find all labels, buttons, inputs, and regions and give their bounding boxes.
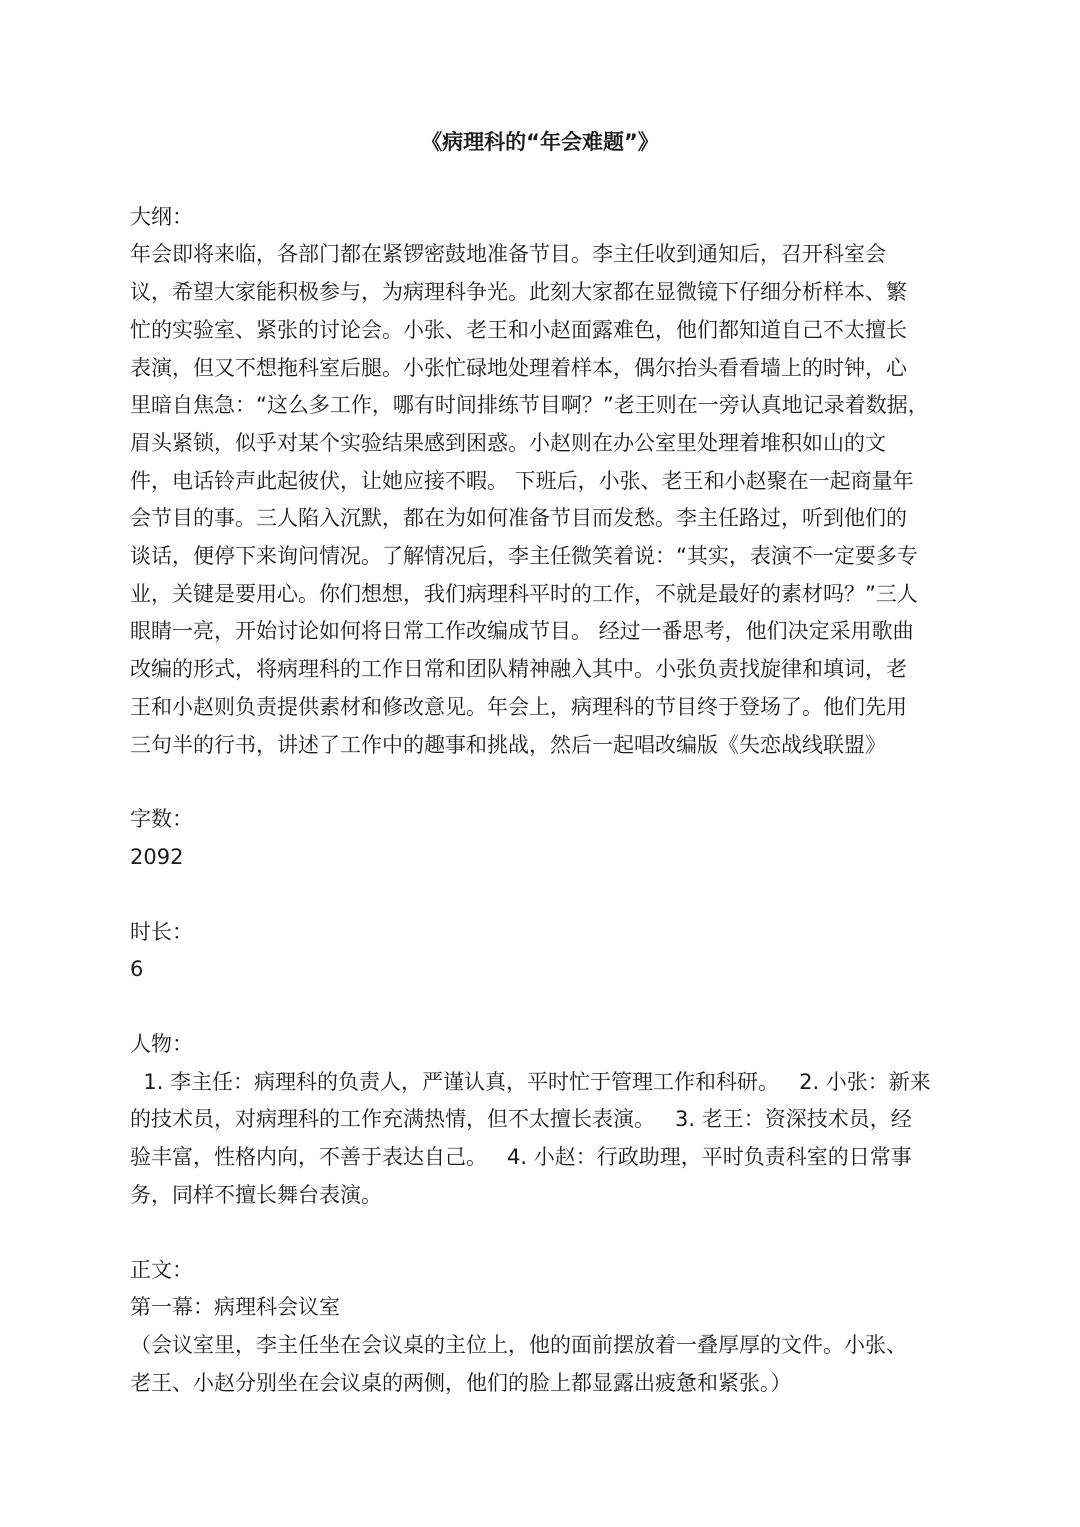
outline-line: 谈话，便停下来询问情况。了解情况后，李主任微笑着说：“其实，表演不一定要多专 [130,544,918,569]
outline-line: 年会即将来临，各部门都在紧锣密鼓地准备节目。李主任收到通知后，召开科室会 [130,242,886,267]
document-title: 《病理科的“年会难题”》 [421,130,659,154]
outline-line: 眉头紧锁，似乎对某个实验结果感到困惑。小赵则在办公室里处理着堆积如山的文 [130,430,886,455]
character-line: 1. 李主任：病理科的负责人，严谨认真，平时忙于管理工作和科研。 2. 小张：新来 [130,1069,931,1094]
word-count-value: 2092 [130,844,184,869]
duration-value: 6 [130,957,144,982]
outline-line: 里暗自焦急：“这么多工作，哪有时间排练节目啊？”老王则在一旁认真地记录着数据， [130,393,929,418]
outline-line: 件，电话铃声此起彼伏，让她应接不暇。 下班后，小张、老王和小赵聚在一起商量年 [130,468,914,493]
outline-line: 议，希望大家能积极参与，为病理科争光。此刻大家都在显微镜下仔细分析样本、繁 [130,280,907,305]
stage-direction-line: 老王、小赵分别坐在会议桌的两侧，他们的脸上都显露出疲惫和紧张。） [130,1370,792,1395]
characters-label: 人物： [130,1032,193,1057]
outline-label: 大纲： [130,204,193,229]
outline-line: 改编的形式，将病理科的工作日常和团队精神融入其中。小张负责找旋律和填词，老 [130,657,907,682]
outline-line: 王和小赵则负责提供素材和修改意见。年会上，病理科的节目终于登场了。他们先用 [130,694,907,719]
outline-line: 眼睛一亮，开始讨论如何将日常工作改编成节目。 经过一番思考，他们决定采用歌曲 [130,619,914,644]
outline-line: 表演，但又不想拖科室后腿。小张忙碌地处理着样本，偶尔抬头看看墙上的时钟，心 [130,355,907,380]
duration-section [130,914,950,989]
outline-line: 业，关键是要用心。你们想想，我们病理科平时的工作，不就是最好的素材吗？”三人 [130,581,918,606]
word-count-section [130,801,950,876]
body-label: 正文： [130,1257,193,1282]
character-line: 验丰富，性格内向，不善于表达自己。 4. 小赵：行政助理，平时负责科室的日常事 [130,1145,912,1170]
outline-line: 会节目的事。三人陷入沉默，都在为如何准备节目而发愁。李主任路过，听到他们的 [130,506,907,531]
characters-section [130,1026,950,1215]
word-count-label: 字数： [130,807,193,832]
body-section [130,1252,950,1403]
duration-label: 时长： [130,919,193,944]
scene-heading: 第一幕：病理科会议室 [130,1295,340,1320]
stage-direction-line: （会议室里，李主任坐在会议桌的主位上，他的面前摆放着一叠厚厚的文件。小张、 [130,1332,907,1357]
character-line: 的技术员，对病理科的工作充满热情，但不太擅长表演。 3. 老王：资深技术员，经 [130,1107,912,1132]
outline-line: 忙的实验室、紧张的讨论会。小张、老王和小赵面露难色，他们都知道自己不太擅长 [130,317,907,342]
outline-line: 三句半的行书，讲述了工作中的趣事和挑战，然后一起唱改编版《失恋战线联盟》 [130,732,886,757]
character-line: 务，同样不擅长舞台表演。 [130,1182,382,1207]
outline-section [130,199,950,765]
